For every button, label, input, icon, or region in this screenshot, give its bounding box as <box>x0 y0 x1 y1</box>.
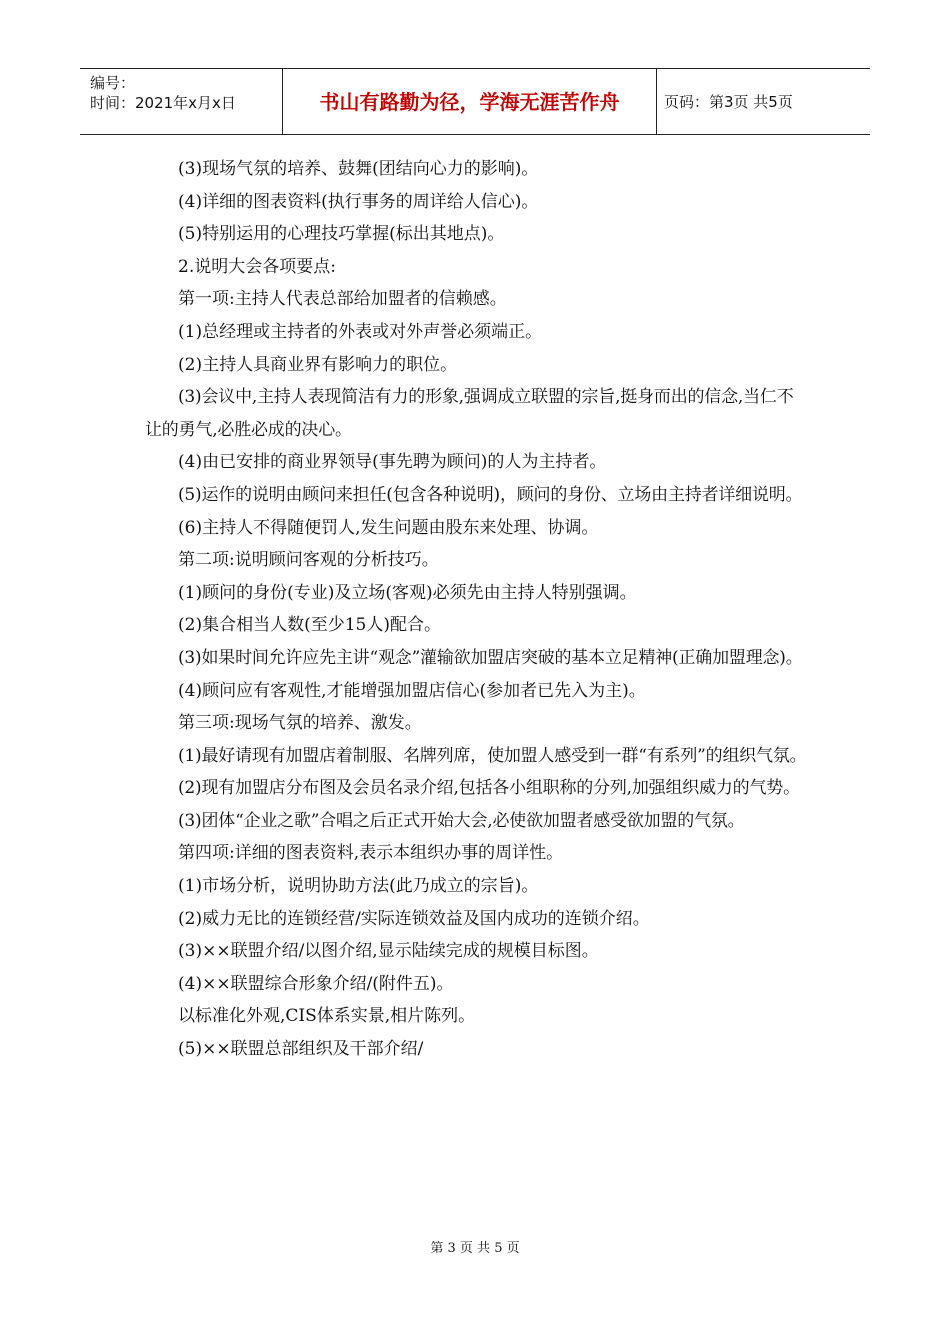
paragraph: (5)运作的说明由顾问来担任(包含各种说明)，顾问的身份、立场由主持者详细说明。 <box>178 484 803 505</box>
paragraph: (3)团体“企业之歌”合唱之后正式开始大会,必使欲加盟者感受欲加盟的气氛。 <box>178 810 745 831</box>
item-heading: 第三项:现场气氛的培养、激发。 <box>178 713 422 734</box>
paragraph: (6)主持人不得随便罚人,发生问题由股东来处理、协调。 <box>178 517 599 538</box>
paragraph: (5)××联盟总部组织及干部介绍/ <box>178 1039 424 1060</box>
paragraph: (2)威力无比的连锁经营/实际连锁效益及国内成功的连锁介绍。 <box>178 908 650 929</box>
paragraph: (2)集合相当人数(至少15人)配合。 <box>178 615 441 636</box>
paragraph: (1)最好请现有加盟店着制服、名牌列席，使加盟人感受到一群“有系列”的组织气氛。 <box>178 745 807 766</box>
item-heading: 第一项:主持人代表总部给加盟者的信赖感。 <box>178 289 507 310</box>
paragraph: (3)现场气氛的培养、鼓舞(团结向心力的影响)。 <box>178 159 539 179</box>
document-header <box>80 68 870 135</box>
page-footer: 第 3 页 共 5 页 <box>430 1241 520 1256</box>
section-heading: 2.说明大会各项要点: <box>178 256 336 277</box>
paragraph: (4)详细的图表资料(执行事务的周详给人信心)。 <box>178 191 539 212</box>
paragraph: (4)顾问应有客观性,才能增强加盟店信心(参加者已先入为主)。 <box>178 680 646 701</box>
paragraph: (1)顾问的身份(专业)及立场(客观)必须先由主持人特别强调。 <box>178 582 637 603</box>
paragraph: (2)主持人具商业界有影响力的职位。 <box>178 354 458 375</box>
paragraph: (3)如果时间允许应先主讲“观念”灌输欲加盟店突破的基本立足精神(正确加盟理念)。 <box>178 647 803 668</box>
paragraph: (3)××联盟介绍/以图介绍,显示陆续完成的规模目标图。 <box>178 941 599 962</box>
header-divider <box>656 69 657 134</box>
header-number: 编号： <box>90 74 136 92</box>
document-body <box>145 153 809 1066</box>
paragraph: (1)市场分析，说明协助方法(此乃成立的宗旨)。 <box>178 876 539 897</box>
header-motto: 书山有路勤为径，学海无涯苦作舟 <box>319 90 620 114</box>
header-date: 时间：2021年x月x日 <box>90 94 236 112</box>
paragraph: (3)会议中,主持人表现简洁有力的形象,强调成立联盟的宗旨,挺身而出的信念,当仁不让的勇气,必胜必成的决心。 <box>145 387 794 440</box>
paragraph: (2)现有加盟店分布图及会员名录介绍,包括各小组职称的分列,加强组织威力的气势。 <box>178 778 800 799</box>
paragraph: (4)由已安排的商业界领导(事先聘为顾问)的人为主持者。 <box>178 452 607 473</box>
paragraph: (5)特别运用的心理技巧掌握(标出其地点)。 <box>178 224 505 245</box>
header-meta <box>90 73 236 113</box>
header-page-number: 页码：第3页 共5页 <box>664 93 793 111</box>
paragraph: 以标准化外观,CIS体系实景,相片陈列。 <box>178 1006 476 1027</box>
item-heading: 第四项:详细的图表资料,表示本组织办事的周详性。 <box>178 843 564 864</box>
paragraph: (4)××联盟综合形象介绍/(附件五)。 <box>178 973 454 994</box>
paragraph: (1)总经理或主持者的外表或对外声誉必须端正。 <box>178 321 543 342</box>
item-heading: 第二项:说明顾问客观的分析技巧。 <box>178 550 439 571</box>
